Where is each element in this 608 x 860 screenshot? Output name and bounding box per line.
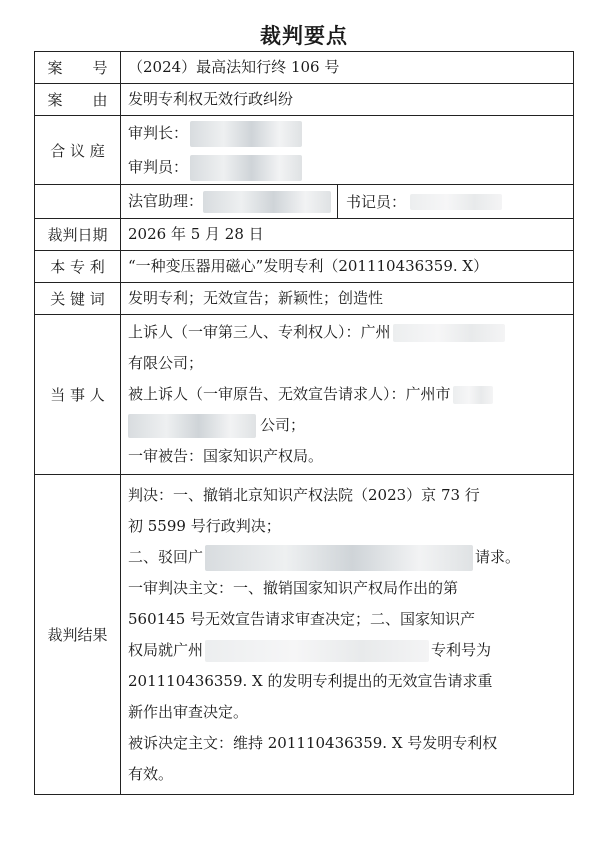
assistant-label: 法官助理： — [128, 192, 204, 210]
party-line: 被上诉人（一审原告、无效宣告请求人）：广州市 — [128, 379, 567, 410]
result-line: 初 5599 号行政判决； — [128, 517, 281, 535]
result-line: 201110436359. X 的发明专利提出的无效宣告请求重 — [128, 672, 493, 690]
result-line: 有效。 — [128, 765, 174, 783]
party-line: 有限公司； — [128, 354, 204, 372]
case-number-value: （2024）最高法知行终 106 号 — [128, 58, 340, 76]
case-summary-table — [34, 51, 574, 795]
table-row — [35, 52, 574, 84]
keywords-label: 关 键 词 — [35, 283, 121, 315]
redaction — [205, 545, 473, 571]
redaction — [410, 194, 502, 210]
redaction — [393, 324, 505, 342]
table-row — [35, 84, 574, 116]
result-line: 新作出审查决定。 — [128, 703, 249, 721]
table-row — [35, 251, 574, 283]
table-row — [35, 315, 574, 475]
result-line: 判决：一、撤销北京知识产权法院（2023）京 73 行 — [128, 486, 480, 504]
keywords-value: 发明专利；无效宣告；新颖性；创造性 — [128, 289, 384, 307]
patent-value: “一种变压器用磁心”发明专利（201110436359. X） — [128, 257, 489, 275]
page-title: 裁判要点 — [260, 23, 348, 48]
table-row — [35, 283, 574, 315]
redaction — [453, 386, 493, 404]
result-line: 被诉决定主文：维持 201110436359. X 号发明专利权 — [128, 734, 498, 752]
cause-label: 案 由 — [35, 84, 121, 116]
assistant-cell — [128, 190, 331, 213]
redaction — [205, 640, 429, 662]
party-line: 一审被告：国家知识产权局。 — [128, 447, 324, 465]
panel-label: 合 议 庭 — [35, 116, 121, 185]
judges-line — [128, 150, 573, 184]
redaction — [190, 121, 302, 147]
date-label: 裁判日期 — [35, 219, 121, 251]
result-line: 560145 号无效宣告请求审查决定；二、国家知识产 — [128, 610, 476, 628]
clerk-cell — [337, 185, 502, 218]
table-row — [35, 475, 574, 795]
redaction — [190, 155, 302, 181]
party-line: 上诉人（一审第三人、专利权人）：广州 — [128, 317, 567, 348]
table-row — [35, 185, 574, 219]
date-value: 2026 年 5 月 28 日 — [128, 225, 264, 243]
result-line: 二、驳回广 请求。 — [128, 542, 567, 573]
cause-value: 发明专利权无效行政纠纷 — [128, 90, 294, 108]
case-number-label: 案 号 — [35, 52, 121, 84]
result-line: 权局就广州 专利号为 — [128, 635, 567, 666]
result-label: 裁判结果 — [35, 475, 121, 795]
table-row — [35, 219, 574, 251]
presiding-judge-line — [128, 116, 573, 150]
judges-label: 审判员： — [128, 158, 189, 176]
clerk-label: 书记员： — [346, 193, 407, 211]
patent-label: 本 专 利 — [35, 251, 121, 283]
table-row — [35, 116, 574, 185]
party-line: 公司； — [128, 410, 567, 441]
redaction — [203, 191, 331, 213]
parties-label: 当 事 人 — [35, 315, 121, 475]
result-line: 一审判决主文：一、撤销国家知识产权局作出的第 — [128, 579, 459, 597]
redaction — [128, 414, 256, 438]
presiding-judge-label: 审判长： — [128, 124, 189, 142]
